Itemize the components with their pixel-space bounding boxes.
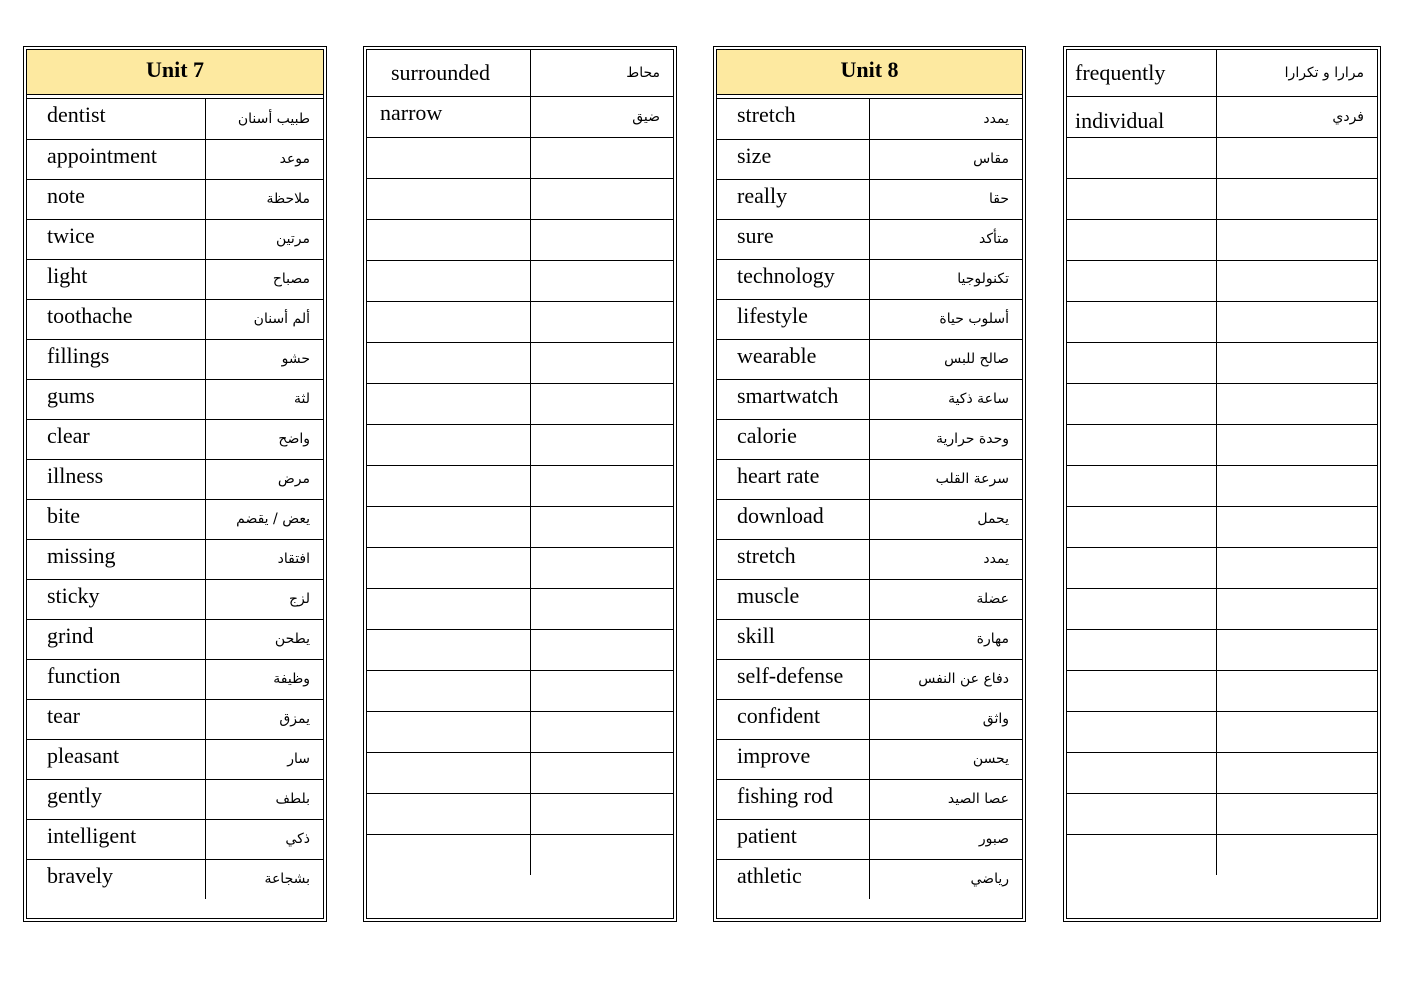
english-word [367,547,530,588]
arabic-translation: دفاع عن النفس [869,659,1022,699]
arabic-translation: حقا [869,179,1022,219]
vocab-row [367,383,673,424]
english-word [1067,506,1216,547]
english-word [1067,260,1216,301]
vocab-row [367,342,673,383]
english-word [367,219,530,260]
english-word: muscle [717,579,869,619]
vocab-row [1067,137,1377,178]
vocab-row [1067,178,1377,219]
arabic-translation: ذكي [205,819,323,859]
unit-7-continuation-panel [363,46,677,922]
arabic-translation: وحدة حرارية [869,419,1022,459]
vocab-row [1067,219,1377,260]
english-word: athletic [717,859,869,899]
english-word: heart rate [717,459,869,499]
arabic-translation [530,506,673,547]
vocab-row [367,96,673,137]
english-word [1067,588,1216,629]
arabic-translation [530,137,673,178]
vocab-row [27,179,323,219]
english-word: gums [27,379,205,419]
vocab-row [717,459,1022,499]
english-word: bite [27,499,205,539]
english-word: fishing rod [717,779,869,819]
english-word: confident [717,699,869,739]
vocab-row [27,779,323,819]
arabic-translation: واضح [205,419,323,459]
arabic-translation: يمدد [869,539,1022,579]
unit-8-vocab-table [717,99,1022,899]
vocab-row [1067,342,1377,383]
vocab-row [367,711,673,752]
english-word [367,670,530,711]
arabic-translation: مهارة [869,619,1022,659]
arabic-translation [1216,424,1377,465]
english-word [367,137,530,178]
arabic-translation: حشو [205,339,323,379]
unit-7-vocab-table [27,99,323,899]
vocab-row [27,459,323,499]
arabic-translation [1216,547,1377,588]
vocab-row [717,219,1022,259]
english-word [1067,219,1216,260]
arabic-translation [1216,137,1377,178]
unit-7-panel-frame [26,49,324,919]
arabic-translation: بشجاعة [205,859,323,899]
arabic-translation [1216,465,1377,506]
arabic-translation [530,711,673,752]
english-word: missing [27,539,205,579]
vocab-row [717,339,1022,379]
vocab-row [27,219,323,259]
arabic-translation: يمدد [869,99,1022,139]
arabic-translation [530,793,673,834]
english-word: intelligent [27,819,205,859]
english-word: calorie [717,419,869,459]
vocab-row [27,299,323,339]
arabic-translation [530,383,673,424]
unit-7-continuation-table [367,50,673,875]
english-word [367,383,530,424]
english-word: dentist [27,99,205,139]
english-word [1067,629,1216,670]
vocab-row [717,139,1022,179]
arabic-translation [530,342,673,383]
unit-7-continuation-frame [366,49,674,919]
unit-8-continuation-frame [1066,49,1378,919]
arabic-translation: طبيب أسنان [205,99,323,139]
english-word: narrow [367,96,530,137]
unit-8-continuation-table [1067,50,1377,875]
vocab-row [27,259,323,299]
english-word: patient [717,819,869,859]
vocab-row [27,419,323,459]
vocab-row [1067,96,1377,137]
arabic-translation: يعض / يقضم [205,499,323,539]
arabic-translation: مقاس [869,139,1022,179]
english-word [367,752,530,793]
vocab-row [717,739,1022,779]
arabic-translation [1216,383,1377,424]
english-word: download [717,499,869,539]
arabic-translation: يمزق [205,699,323,739]
english-word: improve [717,739,869,779]
vocab-row [367,752,673,793]
vocab-row [367,178,673,219]
english-word [367,465,530,506]
arabic-translation [1216,752,1377,793]
vocab-row [717,499,1022,539]
unit-8-panel-frame [716,49,1023,919]
vocab-row [367,465,673,506]
english-word [1067,793,1216,834]
english-word: light [27,259,205,299]
arabic-translation [530,178,673,219]
english-word [1067,465,1216,506]
vocab-row [717,379,1022,419]
vocab-row [367,506,673,547]
english-word: function [27,659,205,699]
english-word: appointment [27,139,205,179]
arabic-translation: مرض [205,459,323,499]
vocab-row [717,539,1022,579]
vocab-row [367,301,673,342]
arabic-translation [1216,342,1377,383]
english-word [367,506,530,547]
arabic-translation: متأكد [869,219,1022,259]
arabic-translation: ضيق [530,96,673,137]
arabic-translation: لثة [205,379,323,419]
vocab-row [27,539,323,579]
english-word: individual [1067,96,1216,137]
arabic-translation [1216,260,1377,301]
arabic-translation [530,752,673,793]
english-word [1067,752,1216,793]
vocab-row [717,579,1022,619]
arabic-translation: مصباح [205,259,323,299]
vocab-row [27,339,323,379]
vocab-row [1067,383,1377,424]
vocab-row [27,819,323,859]
english-word [1067,383,1216,424]
vocab-row [367,670,673,711]
arabic-translation [530,301,673,342]
vocab-row [27,739,323,779]
vocab-row [367,834,673,875]
vocab-row [717,619,1022,659]
arabic-translation: واثق [869,699,1022,739]
arabic-translation [1216,219,1377,260]
vocab-row [717,779,1022,819]
vocab-row [1067,506,1377,547]
english-word: sure [717,219,869,259]
vocab-row [367,588,673,629]
arabic-translation: بلطف [205,779,323,819]
vocab-row [367,50,673,96]
english-word: stretch [717,539,869,579]
arabic-translation: يطحن [205,619,323,659]
vocab-row [27,699,323,739]
arabic-translation [1216,670,1377,711]
english-word: skill [717,619,869,659]
english-word: bravely [27,859,205,899]
vocab-row [717,419,1022,459]
english-word: clear [27,419,205,459]
arabic-translation: عصا الصيد [869,779,1022,819]
vocab-row [1067,834,1377,875]
vocab-row [717,659,1022,699]
vocab-row [1067,670,1377,711]
vocab-row [1067,793,1377,834]
english-word [367,711,530,752]
english-word: grind [27,619,205,659]
vocab-row [717,819,1022,859]
vocab-row [367,629,673,670]
vocab-row [717,859,1022,899]
english-word [1067,711,1216,752]
vocab-row [27,859,323,899]
english-word [367,342,530,383]
english-word: toothache [27,299,205,339]
vocab-row [1067,301,1377,342]
arabic-translation [1216,301,1377,342]
arabic-translation: مرارا و تكرارا [1216,50,1377,96]
vocab-row [27,619,323,659]
vocab-row [1067,424,1377,465]
english-word [367,629,530,670]
english-word: size [717,139,869,179]
vocab-row [717,179,1022,219]
english-word [1067,178,1216,219]
vocab-row [1067,588,1377,629]
arabic-translation [530,834,673,875]
vocab-row [1067,711,1377,752]
english-word: wearable [717,339,869,379]
vocab-row [1067,547,1377,588]
vocab-row [367,219,673,260]
vocab-row [27,379,323,419]
vocab-row [1067,465,1377,506]
arabic-translation: تكنولوجيا [869,259,1022,299]
arabic-translation: موعد [205,139,323,179]
english-word: twice [27,219,205,259]
arabic-translation [1216,711,1377,752]
english-word [1067,670,1216,711]
english-word [1067,342,1216,383]
arabic-translation [1216,793,1377,834]
vocab-row [717,99,1022,139]
arabic-translation [1216,629,1377,670]
english-word: sticky [27,579,205,619]
vocab-row [717,299,1022,339]
english-word [1067,424,1216,465]
vocab-row [1067,260,1377,301]
arabic-translation [530,424,673,465]
english-word [367,793,530,834]
english-word [1067,301,1216,342]
english-word: gently [27,779,205,819]
arabic-translation: رياضي [869,859,1022,899]
vocab-row [27,579,323,619]
arabic-translation: أسلوب حياة [869,299,1022,339]
english-word: stretch [717,99,869,139]
arabic-translation: لزج [205,579,323,619]
english-word: note [27,179,205,219]
english-word: fillings [27,339,205,379]
arabic-translation: عضلة [869,579,1022,619]
arabic-translation [530,629,673,670]
english-word [1067,834,1216,875]
vocab-row [27,99,323,139]
unit-8-continuation-panel [1063,46,1381,922]
vocab-row [367,137,673,178]
vocab-row [717,699,1022,739]
unit-8-header: Unit 8 [717,50,1022,95]
arabic-translation [530,670,673,711]
arabic-translation [530,260,673,301]
vocab-row [27,659,323,699]
vocab-row [1067,629,1377,670]
english-word: illness [27,459,205,499]
vocab-row [1067,752,1377,793]
vocab-row [367,793,673,834]
arabic-translation [530,547,673,588]
arabic-translation [1216,178,1377,219]
english-word [367,178,530,219]
vocab-row [717,259,1022,299]
arabic-translation: يحسن [869,739,1022,779]
unit-7-header: Unit 7 [27,50,323,95]
english-word: lifestyle [717,299,869,339]
english-word: smartwatch [717,379,869,419]
arabic-translation [530,465,673,506]
unit-7-panel [23,46,327,922]
arabic-translation: سرعة القلب [869,459,1022,499]
vocab-row [27,499,323,539]
unit-8-panel [713,46,1026,922]
vocab-row [367,547,673,588]
english-word: tear [27,699,205,739]
english-word [367,301,530,342]
english-word [367,260,530,301]
english-word [367,588,530,629]
arabic-translation: يحمل [869,499,1022,539]
vocab-row [27,139,323,179]
english-word [367,424,530,465]
arabic-translation: سار [205,739,323,779]
arabic-translation: محاط [530,50,673,96]
arabic-translation [1216,834,1377,875]
english-word: frequently [1067,50,1216,96]
arabic-translation: مرتين [205,219,323,259]
arabic-translation [1216,588,1377,629]
english-word [1067,547,1216,588]
arabic-translation: افتقاد [205,539,323,579]
vocab-row [1067,50,1377,96]
arabic-translation: ملاحظة [205,179,323,219]
arabic-translation: ساعة ذكية [869,379,1022,419]
arabic-translation: ألم أسنان [205,299,323,339]
english-word [367,834,530,875]
arabic-translation: صالح للبس [869,339,1022,379]
arabic-translation [530,219,673,260]
english-word: surrounded [367,50,530,96]
english-word: pleasant [27,739,205,779]
vocab-row [367,424,673,465]
english-word: technology [717,259,869,299]
arabic-translation: صبور [869,819,1022,859]
arabic-translation [1216,506,1377,547]
english-word: really [717,179,869,219]
arabic-translation: وظيفة [205,659,323,699]
arabic-translation [530,588,673,629]
vocab-row [367,260,673,301]
english-word [1067,137,1216,178]
english-word: self-defense [717,659,869,699]
arabic-translation: فردي [1216,96,1377,137]
